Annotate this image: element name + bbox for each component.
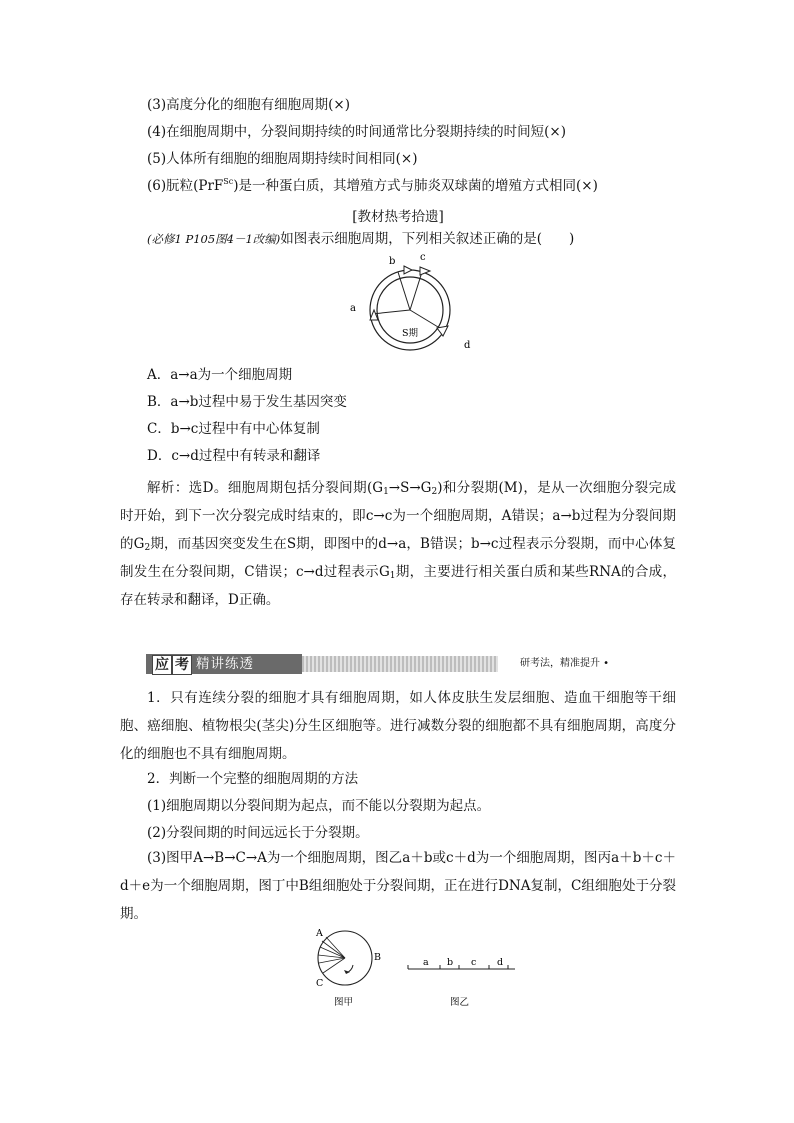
question-source: (必修1 P105图4－1改编) (147, 232, 281, 246)
label-a: a (350, 303, 356, 314)
point-2-2: (2)分裂间期的时间远远长于分裂期。 (147, 825, 369, 841)
analysis-text-4: 期，而基因突变发生在S期，即图中的d→a，B错误；b→c过程表示分裂期，而中心体复制发生在分裂间期，C错误；c→d过程表示G (120, 536, 676, 580)
label-d: d (464, 340, 471, 351)
analysis-sub-3: 2 (144, 543, 151, 553)
item6-prefix: (6)朊粒(PrF (147, 178, 224, 194)
banner-char-1: 应 (152, 655, 172, 675)
option-a: A．a→a为一个细胞周期 (147, 367, 293, 383)
arrowhead-icon (404, 266, 412, 274)
yi-caption: 图乙 (450, 997, 470, 1008)
item6-sup: Sc (223, 177, 234, 186)
judge-item-3: (3)高度分化的细胞有细胞周期(×) (147, 97, 350, 113)
point-2-title: 2．判断一个完整的细胞周期的方法 (147, 771, 359, 787)
cell-cycle-figure (340, 250, 480, 355)
yi-seg-d: d (497, 957, 504, 968)
judge-item-5: (5)人体所有细胞的细胞周期持续时间相同(×) (147, 151, 418, 167)
analysis-sub-1: 1 (383, 487, 389, 497)
cycle-radius-d (410, 310, 443, 330)
cycle-radius-a (372, 310, 410, 314)
option-b: B．a→b过程中易于发生基因突变 (147, 394, 347, 410)
arrowhead-icon (437, 326, 448, 336)
section-title: [教材热考拾遗] (352, 209, 444, 225)
option-d: D．c→d过程中有转录和翻译 (147, 448, 321, 464)
figure-jia (308, 925, 388, 1010)
jia-radius (326, 937, 345, 958)
analysis-sub-2: 2 (431, 487, 438, 497)
analysis-text-3: )和分裂期(M)，是从一次细胞分裂完成时开始，到下一次分裂完成时结束的，即c→c为一个细胞周期，A错误；a→b过程为分裂间期的G (120, 480, 676, 552)
judge-item-4: (4)在细胞周期中，分裂间期持续的时间通常比分裂期持续的时间短(×) (147, 124, 566, 140)
judge-item-6 (147, 177, 598, 195)
arrowhead-icon (420, 267, 430, 275)
section-banner (146, 652, 678, 676)
point-1: 1．只有连续分裂的细胞才具有细胞周期，如人体皮肤生发层细胞、造血干细胞等干细胞、癌细胞、植物根尖(茎尖)分生区细胞等。进行减数分裂的细胞都不具有细胞周期，高度分化的细胞也不具有细胞周期。 (120, 690, 676, 762)
banner-char-2: 考 (172, 655, 192, 675)
label-c: c (420, 252, 426, 263)
analysis-paragraph (120, 474, 676, 614)
question-stem (147, 230, 574, 248)
analysis-text-5: 期，主要进行相关蛋白质和某些RNA的合成，存在转录和翻译，D正确。 (120, 564, 676, 608)
jia-label-c: C (316, 978, 324, 989)
banner-slogan: 研考法，精准提升 • (520, 658, 610, 669)
jia-label-a: A (316, 928, 323, 939)
label-b: b (389, 256, 396, 267)
arrowhead-icon (344, 970, 350, 974)
analysis-text-2: →S→G (388, 480, 432, 496)
analysis-text-1: 解析：选D。细胞周期包括分裂间期(G (147, 480, 384, 496)
point-2-1: (1)细胞周期以分裂间期为起点，而不能以分裂期为起点。 (147, 798, 491, 814)
item6-suffix: )是一种蛋白质，其增殖方式与肺炎双球菌的增殖方式相同(×) (233, 178, 598, 194)
option-c: C．b→c过程中有中心体复制 (147, 421, 320, 437)
figure-yi (405, 955, 520, 1010)
banner-title: 精讲练透 (196, 656, 254, 672)
analysis-sub-4: 1 (389, 571, 396, 581)
point-2-3: (3)图甲A→B→C→A为一个细胞周期，图乙a＋b或c＋d为一个细胞周期，图丙a＋b＋c＋d＋e为一个细胞周期，图丁中B组细胞处于分裂间期，正在进行DNA复制，C组细胞处于分裂期。 (120, 850, 676, 922)
label-s-phase: S期 (402, 328, 419, 339)
yi-seg-c: c (471, 957, 477, 968)
question-text: 如图表示细胞周期，下列相关叙述正确的是( ) (280, 231, 575, 247)
yi-seg-a: a (423, 957, 429, 968)
jia-caption: 图甲 (334, 997, 354, 1008)
jia-label-b: B (374, 952, 381, 963)
yi-seg-b: b (447, 957, 454, 968)
